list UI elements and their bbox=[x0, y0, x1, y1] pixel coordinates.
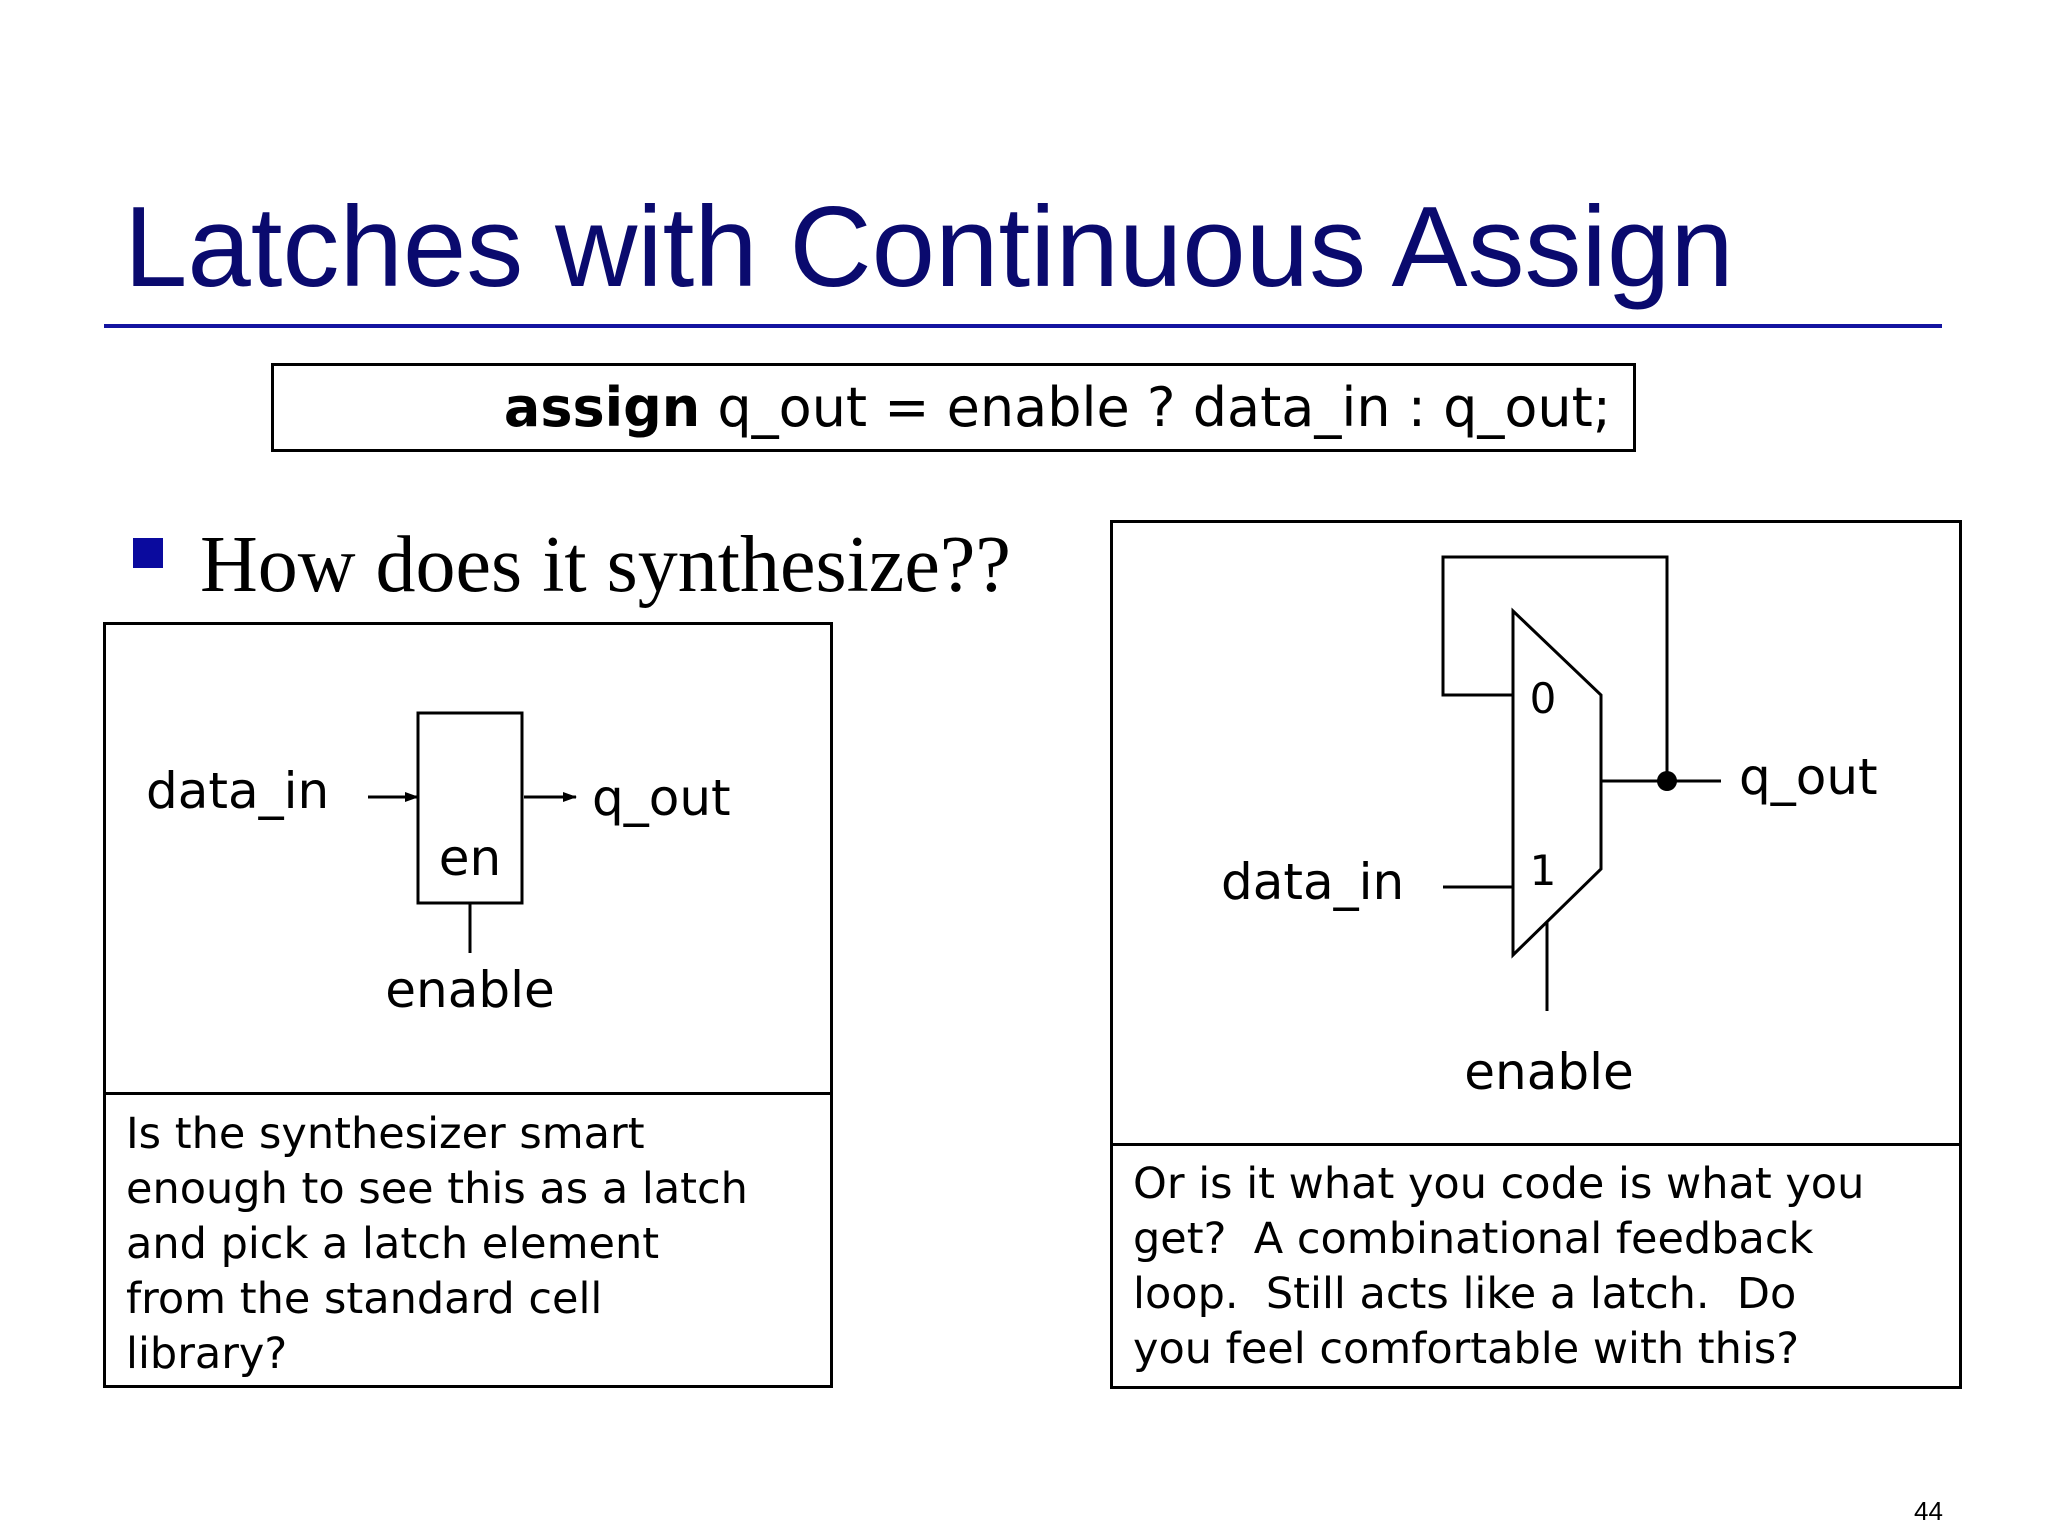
code-box bbox=[271, 363, 1636, 452]
caption-line: you feel comfortable with this? bbox=[1133, 1324, 1800, 1374]
mux-input-1-label: 1 bbox=[1529, 846, 1557, 895]
latch-input-label: data_in bbox=[146, 762, 330, 820]
bullet-text: How does it synthesize?? bbox=[200, 521, 1011, 609]
caption-line: Is the synthesizer smart bbox=[126, 1109, 645, 1159]
right-panel-divider bbox=[1113, 1143, 1959, 1146]
caption-line: library? bbox=[126, 1329, 288, 1379]
left-panel bbox=[103, 622, 833, 1388]
right-caption bbox=[1133, 1157, 1943, 1377]
feedback-wire bbox=[1443, 557, 1667, 781]
right-panel bbox=[1110, 520, 1962, 1389]
page-number: 44 bbox=[1914, 1496, 1943, 1526]
code-statement: q_out = enable ? data_in : q_out; bbox=[700, 376, 1611, 439]
latch-en-label: en bbox=[438, 829, 502, 887]
slide-title: Latches with Continuous Assign bbox=[124, 184, 1734, 311]
caption-line: get? A combinational feedback bbox=[1133, 1214, 1814, 1264]
mux-input-0-label: 0 bbox=[1529, 674, 1557, 723]
left-panel-divider bbox=[106, 1092, 830, 1095]
code-keyword: assign bbox=[503, 376, 701, 439]
latch-output-label: q_out bbox=[592, 769, 731, 827]
mux-shape bbox=[1513, 611, 1601, 955]
latch-diagram bbox=[106, 625, 830, 1091]
junction-dot bbox=[1657, 771, 1677, 791]
mux-enable-label: enable bbox=[1464, 1043, 1634, 1101]
mux-output-label: q_out bbox=[1739, 748, 1878, 806]
caption-line: Or is it what you code is what you bbox=[1133, 1159, 1865, 1209]
caption-line: loop. Still acts like a latch. Do bbox=[1133, 1269, 1797, 1319]
mux-diagram bbox=[1113, 523, 1959, 1141]
bullet-square-icon bbox=[133, 538, 163, 568]
caption-line: enough to see this as a latch bbox=[126, 1164, 748, 1214]
mux-data-in-label: data_in bbox=[1221, 853, 1405, 911]
caption-line: from the standard cell bbox=[126, 1274, 603, 1324]
caption-line: and pick a latch element bbox=[126, 1219, 660, 1269]
latch-enable-label: enable bbox=[385, 961, 555, 1019]
left-caption bbox=[126, 1107, 816, 1382]
title-underline bbox=[104, 324, 1942, 328]
